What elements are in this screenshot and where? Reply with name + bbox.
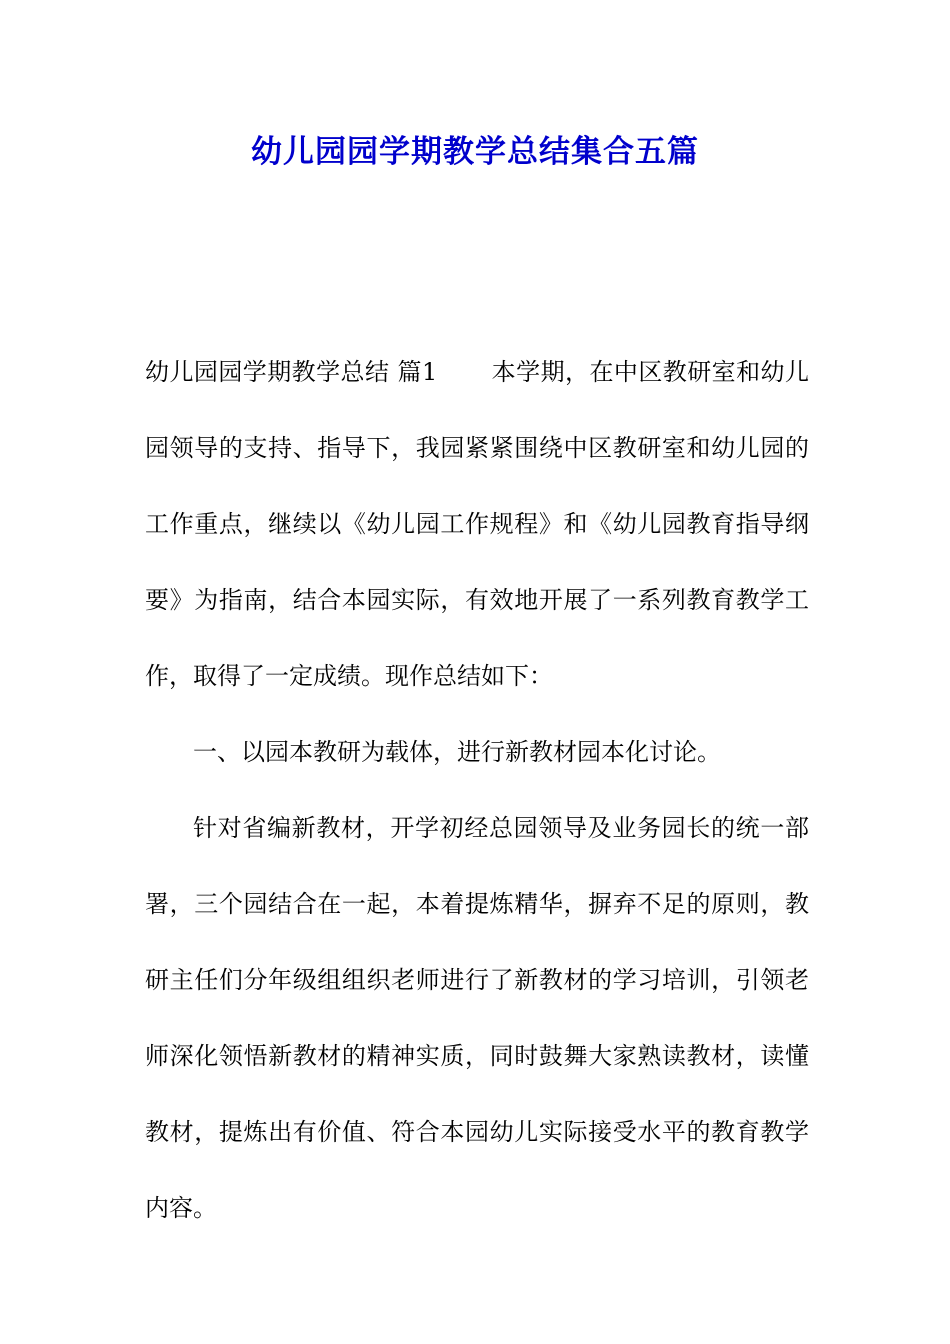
section-heading: 幼儿园园学期教学总结 篇1 (145, 358, 438, 386)
paragraph-text: 本学期，在中区教研室和幼儿园领导的支持、指导下，我园紧紧围绕中区教研室和幼儿园的工作重点，继续以《幼儿园工作规程》和《幼儿园教育指导纲要》为指南，结合本园实际，有效地开展了一系列教育教学工作，取得了一定成绩。现作总结如下： (145, 358, 810, 690)
body-paragraph: 针对省编新教材，开学初经总园领导及业务园长的统一部署，三个园结合在一起，本着提炼精华，摒弃不足的原则，教研主任们分年级组组织老师进行了新教材的学习培训，引领老师深化领悟新教材的精神实质，同时鼓舞大家熟读教材，读懂教材，提炼出有价值、符合本园幼儿实际接受水平的教育教学内容。 (145, 814, 809, 1222)
document-title: 幼儿园园学期教学总结集合五篇 (251, 134, 699, 170)
document-body (145, 334, 809, 1246)
section-one-heading: 一、以园本教研为载体，进行新教材园本化讨论。 (193, 738, 721, 766)
intro-paragraph (145, 334, 809, 714)
